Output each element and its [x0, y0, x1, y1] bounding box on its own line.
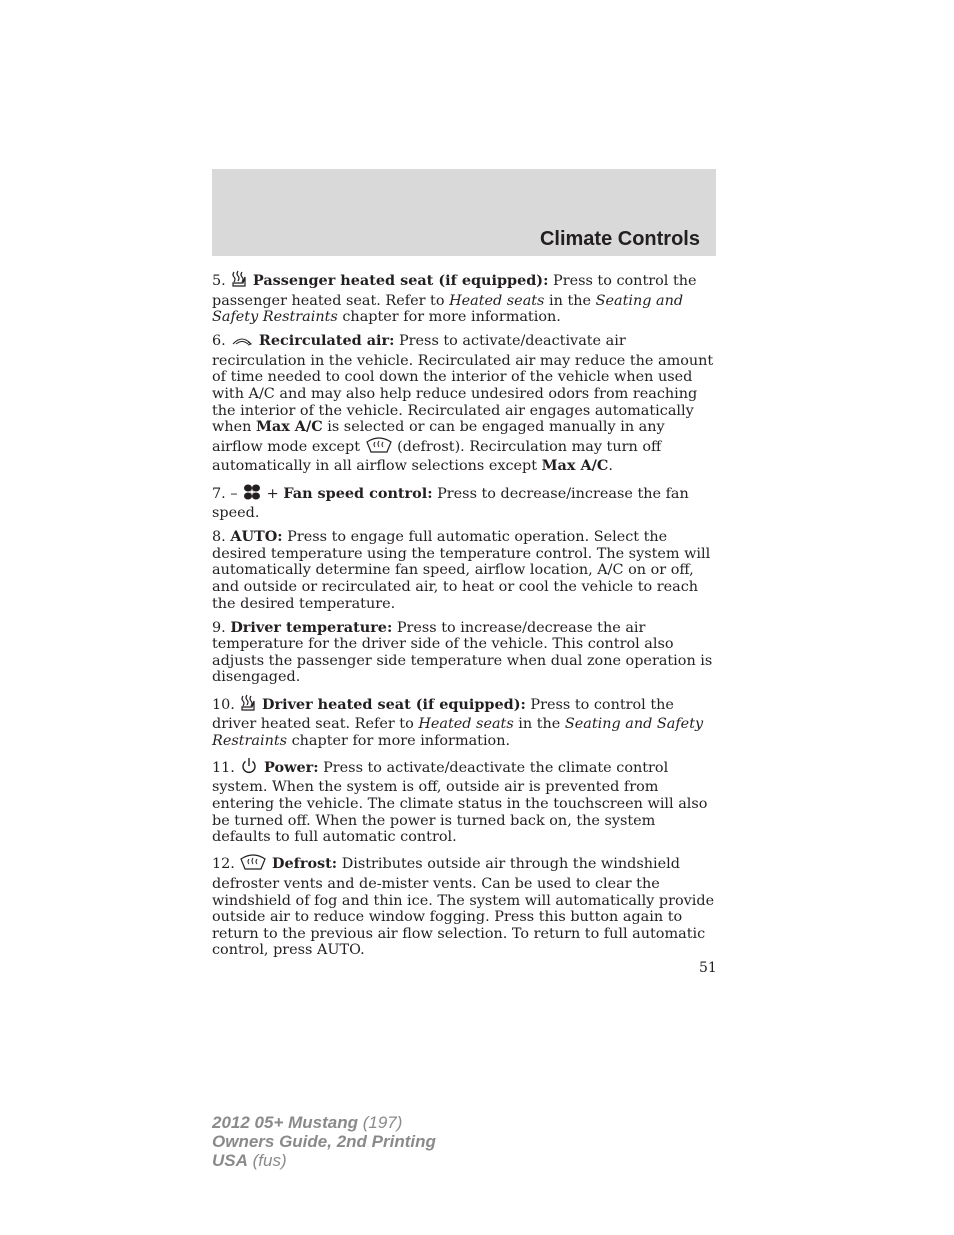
item-title: Recirculated air: — [258, 332, 395, 350]
footer — [212, 1113, 436, 1170]
power-icon — [239, 757, 259, 780]
list-item-11: 11. Power: Press to activate/deactivate the climate control system. When the system is off, outside air is prevented from entering the vehicle. The climate status in the touchscreen will also be turned off. When the power is turned back on, the system defaults to full automatic control. — [212, 758, 708, 846]
list-item-12: 12. Defrost: Distributes outside air through the windshield defroster vents and de-mister vents. Can be used to clear the windshield of fog and thin ice. The system will automatically provide outside air to reduce window fogging. Press this button again to return to the previous air flow selection. To return to full automatic control, press AUTO. — [212, 855, 715, 959]
item-number: 11. — [212, 759, 235, 776]
reference-link: Seating and Safety Restraints — [212, 292, 684, 326]
list-item-5: 5. Passenger heated seat (if equipped): Press to control the passenger heated seat. Refer to Heated seats in the Seating and Safety Restraints chapter for more information. — [212, 272, 697, 326]
list-item-10: 10. Driver heated seat (if equipped): Press to control the driver heated seat. Refer to Heated seats in the Seating and Safety Restraints chapter for more information. — [212, 695, 704, 749]
item-number: 9. — [212, 619, 226, 636]
item-title: Passenger heated seat (if equipped): — [252, 272, 549, 289]
defrost-icon — [239, 853, 267, 876]
reference-link: Seating and Safety Restraints — [212, 716, 704, 749]
item-number: 8. — [212, 529, 226, 546]
list-item-6: 6. Recirculated air: Press to activate/deactivate air recirculation in the vehicle. Recirculated air may reduce the amount of time needed to cool down the interior of the vehicle when used with A/C and may also help reduce undesired odors from reaching the interior of the vehicle. Recirculated air engages automatically when Max A/C is selected or can be engaged manually in any airflow mode except (defrost). Recirculation may turn off automatically in all airflow selections except Max A/C. — [212, 332, 714, 475]
page-number: 51 — [699, 960, 717, 976]
heated-seat-icon — [230, 270, 248, 293]
item-title: Defrost: — [272, 855, 338, 873]
reference-link: Heated seats — [449, 292, 545, 309]
item-title: Driver temperature: — [230, 618, 393, 636]
plus-sign: + — [266, 485, 279, 502]
item-title: AUTO: — [230, 528, 283, 546]
content-body — [212, 270, 716, 966]
item-title: Driver heated seat (if equipped): — [262, 695, 526, 713]
minus-sign: – — [230, 485, 238, 502]
section-title: Climate Controls — [539, 228, 700, 250]
list-item-9: 9. Driver temperature: Press to increase/decrease the air temperature for the driver side of the vehicle. This control also adjusts the passenger side temperature when dual zone operation is disengaged. — [212, 618, 713, 686]
footer-line-1: 2012 05+ Mustang (197) — [212, 1113, 403, 1132]
fan-icon — [242, 483, 262, 506]
recirculate-icon — [230, 334, 254, 353]
item-number: 12. — [212, 856, 235, 873]
header-band — [212, 169, 716, 256]
item-number: 10. — [212, 696, 235, 713]
defrost-icon — [365, 436, 393, 459]
item-title: Fan speed control: — [283, 484, 433, 502]
heated-seat-icon — [239, 694, 257, 717]
item-title: Power: — [264, 758, 319, 776]
reference-link: Heated seats — [418, 716, 514, 733]
list-item-7: 7. – + Fan speed control: Press to decrease/increase the fan speed. — [212, 484, 689, 522]
list-item-8: 8. AUTO: Press to engage full automatic operation. Select the desired temperature using the temperature control. The system will automatically determine fan speed, airflow location, A/C on or off, and outside or recirculated air, to heat or cool the vehicle to reach the desired temperature. — [212, 528, 711, 612]
item-number: 5. — [212, 273, 226, 289]
footer-line-3: USA (fus) — [212, 1151, 287, 1170]
item-number: 6. — [212, 333, 226, 350]
item-number: 7. — [212, 485, 226, 502]
footer-line-2: Owners Guide, 2nd Printing — [212, 1132, 436, 1151]
